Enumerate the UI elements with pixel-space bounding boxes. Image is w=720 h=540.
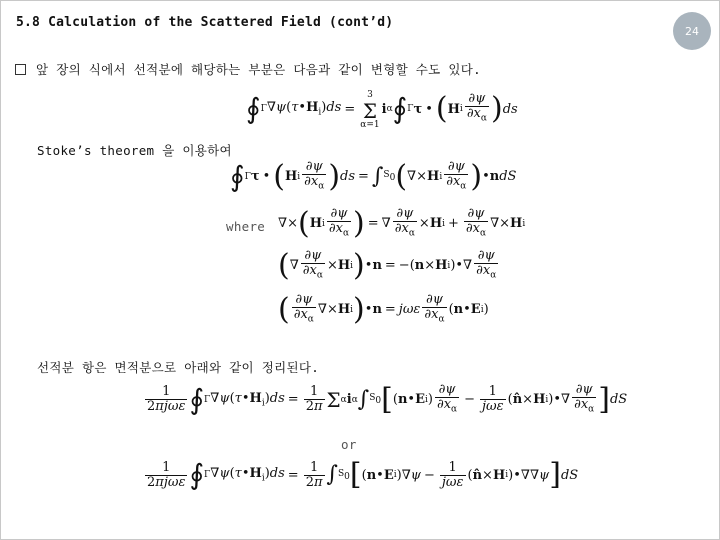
or-text: or bbox=[341, 437, 357, 452]
equation-surface-integral-2: $\frac{1}{\text{2πjωε}}$ ∮ Γ $\nabla\psi(\tau•H_i)ds$ = $\frac{1}{2\pi}$ ∫ $S_0$ [ ( n • E i )∇ ψ − $\frac{1}{\text{jωε}}$ ( n̂ × H i )•∇∇ ψ ] dS bbox=[147, 457, 579, 492]
equation-identity-1: ( ∇ $\frac{\partial\psi}{\partial x_\alpha}$ × H i ) • n = −( n × H i )•∇ $\frac{\partial\psi}{\partial x_\alpha}$ bbox=[278, 247, 497, 283]
equation-line-integral: ∮ Γ $\nabla\psi(\tau•H_i)ds$ = 3 Σ α=1 i α ∮ Γ τ • ( H i $\frac{\partial\psi}{\partial x_\alpha}$ ) ds bbox=[246, 90, 518, 130]
equation-surface-integral-1: $\frac{1}{\text{2πjωε}}$ ∮ Γ $\nabla\psi(\tau•H_i)ds$ = $\frac{1}{2\pi}$ Σ α i α ∫ $S_0$ [ ( n • E i ) $\frac{\partial\psi}{\partial x_\alpha}$ − $\frac{1}{\text{jωε}}$ ( n̂ × H i )•∇ $\frac{\partial\psi}{\partial x_\alpha}$ ] dS bbox=[147, 381, 628, 417]
equation-stokes: ∮ Γ τ • ( H i $\frac{\partial\psi}{\partial x_\alpha}$ ) ds = ∫ $S_0$ ( ∇× H i $\frac{\partial\psi}{\partial x_\alpha}$ ) • n dS bbox=[230, 158, 517, 194]
square-bullet-icon bbox=[15, 64, 26, 75]
equation-curl-identity: ∇× ( H i $\frac{\partial\psi}{\partial x_\alpha}$ ) = ∇ $\frac{\partial\psi}{\partial x_\alpha}$ × H i + $\frac{\partial\psi}{\partial x_\alpha}$ ∇× H i bbox=[278, 205, 526, 241]
summary-text: 선적분 항은 면적분으로 아래와 같이 정리된다. bbox=[37, 360, 320, 375]
bullet-item bbox=[15, 60, 481, 78]
equation-identity-2: ( $\frac{\partial\psi}{\partial x_\alpha}$ ∇× H i ) • n = jωε $\frac{\partial\psi}{\partial x_\alpha}$ ( n • E i ) bbox=[278, 291, 489, 327]
slide-title: 5.8 Calculation of the Scattered Field (cont’d) bbox=[16, 15, 394, 30]
bullet-text: 앞 장의 식에서 선적분에 해당하는 부분은 다음과 같이 변형할 수도 있다. bbox=[36, 62, 481, 77]
page-number-badge bbox=[673, 12, 711, 50]
page-number: 24 bbox=[685, 24, 699, 38]
where-text: where bbox=[226, 219, 266, 234]
stokes-text: Stoke’s theorem 을 이용하여 bbox=[37, 143, 232, 158]
